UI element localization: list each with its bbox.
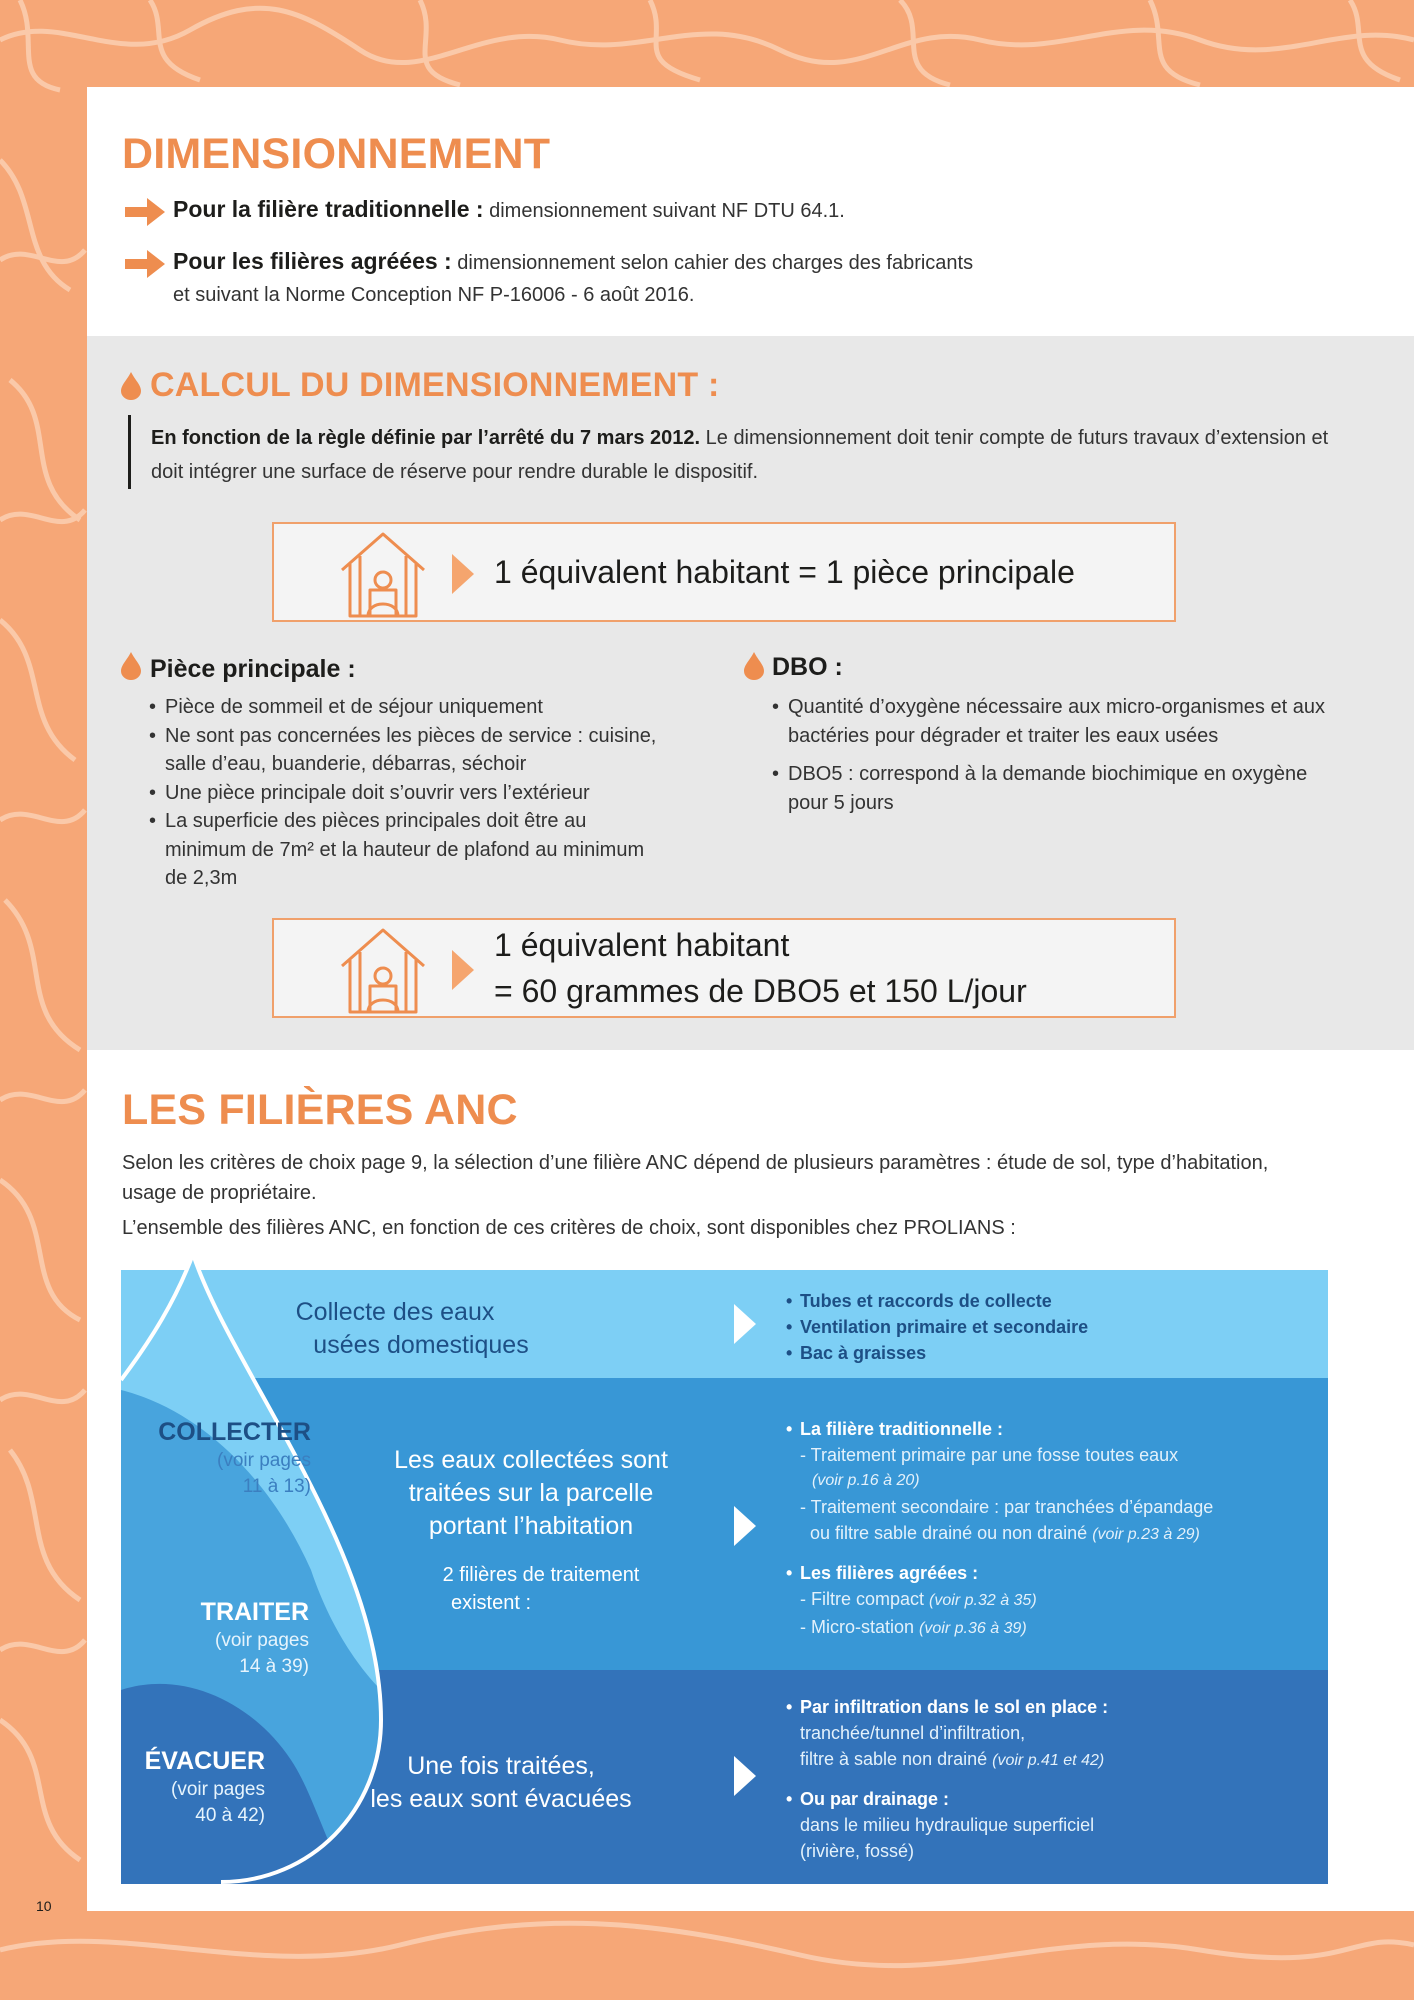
piece-principale-title: Pièce principale : [150, 655, 356, 683]
row2-small-1: 2 filières de traitement [442, 1564, 640, 1586]
bullet-label: Pour les filières agréées : [173, 248, 452, 274]
water-drop-icon [121, 652, 141, 680]
house-person-icon [338, 924, 428, 1016]
bullet-continuation: et suivant la Norme Conception NF P-16006 - 6 août 2016. [173, 284, 695, 306]
row2-list [786, 1416, 1326, 1642]
step-evacuer-pages2: 40 à 42) [195, 1805, 265, 1826]
row2-text-1: Les eaux collectées sont [394, 1446, 668, 1474]
page-ref: (voir p.23 à 29) [1092, 1526, 1200, 1543]
list-item: • Bac à graisses [786, 1340, 1306, 1366]
step-collecter: COLLECTER [158, 1418, 311, 1446]
water-drop-icon [744, 652, 764, 680]
page-ref: (voir p.36 à 39) [919, 1620, 1027, 1637]
list-item: - Traitement primaire par une fosse toutes eaux [800, 1445, 1179, 1465]
step-traiter-pages2: 14 à 39) [239, 1656, 309, 1677]
quote-bar [128, 415, 131, 489]
list-item: • La filière traditionnelle : [786, 1416, 1326, 1442]
list-item: • Par infiltration dans le sol en place : [786, 1694, 1326, 1720]
list-item-text: ou filtre sable drainé ou non drainé [810, 1523, 1088, 1543]
list-item: • Ventilation primaire et secondaire [786, 1314, 1306, 1340]
arrow-right-icon [125, 250, 165, 278]
water-drop-icon [121, 372, 141, 400]
page-number: 10 [36, 1898, 52, 1914]
bullet-text: dimensionnement suivant NF DTU 64.1. [483, 200, 845, 222]
page-ref: (voir p.16 à 20) [812, 1472, 920, 1489]
page-ref: (voir p.32 à 35) [929, 1592, 1037, 1609]
bullet-text: dimensionnement selon cahier des charges des fabricants [451, 252, 974, 274]
row3-list [786, 1694, 1326, 1864]
list-item: • Pièce de sommeil et de séjour uniquement [149, 693, 669, 722]
row2-text-2: traitées sur la parcelle [408, 1479, 654, 1507]
dimensionnement-title: DIMENSIONNEMENT [122, 130, 551, 178]
bullet-filieres-agreees [125, 246, 973, 278]
filieres-title: LES FILIÈRES ANC [122, 1086, 518, 1134]
equation-2-line2: = 60 grammes de DBO5 et 150 L/jour [494, 973, 1027, 1009]
list-item [786, 1746, 1326, 1774]
filieres-paragraph-1: Selon les critères de choix page 9, la sélection d’une filière ANC dépend de plusieurs paramètres : étude de sol, type d’habitation, usage de propriétaire. [122, 1152, 1269, 1204]
equation-box-1 [272, 522, 1176, 622]
list-item: • Une pièce principale doit s’ouvrir vers l’extérieur [149, 779, 669, 808]
calcul-intro [151, 421, 1331, 489]
bullet-filiere-traditionnelle [125, 194, 845, 226]
list-item: • La superficie des pièces principales doit être au minimum de 7m² et la hauteur de plafond au minimum de 2,3m [149, 807, 669, 893]
list-item [786, 1520, 1326, 1548]
arrow-right-icon [125, 198, 165, 226]
list-item [786, 1614, 1326, 1642]
list-item-text: - Filtre compact [800, 1589, 925, 1609]
arrow-triangle-icon [452, 950, 474, 990]
list-item-text: - Micro-station [800, 1617, 915, 1637]
list-item: - Traitement secondaire : par tranchées d’épandage [800, 1497, 1214, 1517]
arrow-triangle-icon [734, 1304, 756, 1344]
row2-text-3: portant l’habitation [428, 1512, 634, 1540]
list-item: • Quantité d’oxygène nécessaire aux micro-organismes et aux bactéries pour dégrader et traiter les eaux usées [772, 693, 1332, 750]
calcul-title: CALCUL DU DIMENSIONNEMENT : [150, 366, 720, 404]
equation-1-text: 1 équivalent habitant = 1 pièce principale [494, 554, 1075, 590]
row2-small-2: existent : [450, 1592, 532, 1614]
arrow-triangle-icon [734, 1506, 756, 1546]
list-item: • Ou par drainage : [786, 1786, 1326, 1812]
step-traiter-pages1: (voir pages [215, 1630, 309, 1651]
list-item: • DBO5 : correspond à la demande biochimique en oxygène pour 5 jours [772, 760, 1332, 817]
step-evacuer-pages1: (voir pages [171, 1779, 265, 1800]
list-item: • Tubes et raccords de collecte [786, 1288, 1306, 1314]
row3-text-1: Une fois traitées, [407, 1752, 595, 1780]
row3-text-2: les eaux sont évacuées [370, 1785, 632, 1813]
piece-principale-list [149, 693, 669, 893]
list-item-text: filtre à sable non drainé [800, 1749, 988, 1769]
page-ref: (voir p.41 et 42) [992, 1752, 1105, 1769]
filieres-diagram [121, 1270, 1328, 1884]
dbo-list [772, 693, 1332, 817]
list-item: • Ne sont pas concernées les pièces de service : cuisine, salle d’eau, buanderie, débarras, séchoir [149, 722, 669, 779]
step-collecter-pages1: (voir pages [217, 1450, 311, 1471]
step-evacuer: ÉVACUER [144, 1747, 265, 1775]
list-item: (rivière, fossé) [800, 1841, 915, 1861]
row1-text-1: Collecte des eaux [295, 1298, 495, 1326]
filieres-paragraph-2: L’ensemble des filières ANC, en fonction de ces critères de choix, sont disponibles chez PROLIANS : [122, 1217, 1016, 1239]
equation-box-2 [272, 918, 1176, 1018]
arrow-triangle-icon [734, 1756, 756, 1796]
row1-text-2: usées domestiques [313, 1331, 529, 1359]
list-item: dans le milieu hydraulique superficiel [800, 1815, 1095, 1835]
list-item: tranchée/tunnel d’infiltration, [800, 1723, 1026, 1743]
step-traiter: TRAITER [200, 1598, 309, 1626]
arrow-triangle-icon [452, 554, 474, 594]
intro-rest: Le dimensionnement doit tenir compte de futurs travaux d’extension et doit intégrer une surface de réserve pour rendre durable le dispositif. [151, 427, 1329, 483]
intro-bold: En fonction de la règle définie par l’arrêté du 7 mars 2012. [151, 427, 701, 449]
list-item: • Les filières agréées : [786, 1560, 1326, 1586]
list-item [786, 1586, 1326, 1614]
row1-list [786, 1288, 1306, 1366]
dbo-title: DBO : [772, 653, 843, 681]
step-collecter-pages2: 11 à 13) [242, 1476, 311, 1497]
equation-2-line1: 1 équivalent habitant [494, 927, 790, 963]
house-person-icon [338, 528, 428, 620]
bullet-label: Pour la filière traditionnelle : [173, 196, 484, 222]
